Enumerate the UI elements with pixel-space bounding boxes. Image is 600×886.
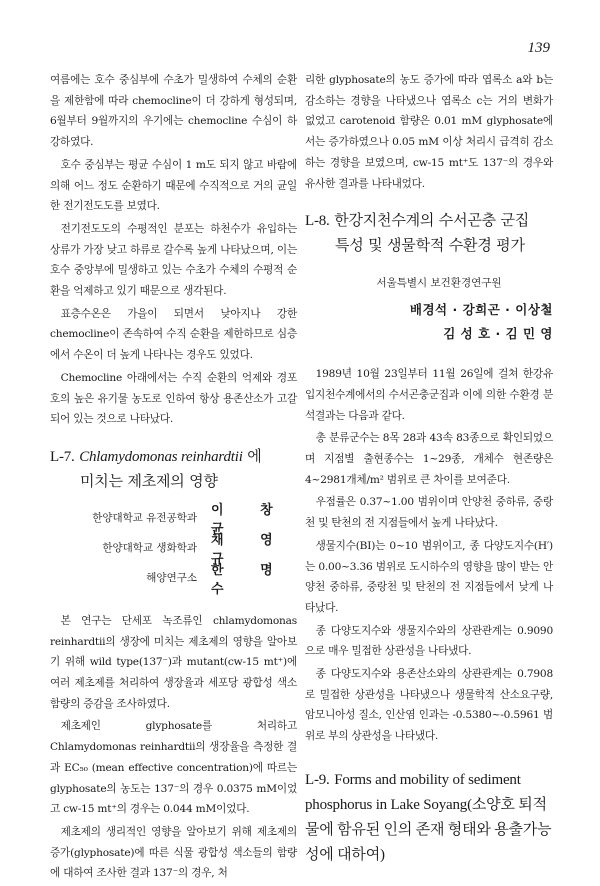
author-row [50, 562, 297, 597]
paragraph: 우점률은 0.37~1.00 범위이며 안양천 중하류, 중랑천 및 탄천의 전 지점들에서 높게 나타났다. [305, 496, 553, 530]
author-affiliation: 서울특별시 보건환경연구원 [376, 277, 502, 290]
author-names: 김 성 호 · 김 민 영 [443, 326, 553, 342]
author-affiliation: 한양대학교 유전공학과 [92, 512, 197, 525]
section-title-suffix: 에 [242, 446, 262, 465]
paragraph: 여름에는 호수 중심부에 수초가 밀생하여 수체의 순환을 제한함에 따라 chemocline이 더 강하게 형성되며, 6월부터 9월까지의 우기에는 chemocline 수심이 하강하였다. [50, 74, 297, 149]
paragraph: 표층수온은 가을이 되면서 낮아지나 강한 chemocline이 존속하여 수직 순환을 제한하므로 심층에서 수온이 더 높게 나타나는 경우도 있었다. [50, 307, 297, 362]
author-name: 한 명 수 [211, 562, 289, 597]
author-name: 채 영 규 [211, 532, 289, 567]
paragraph: 제초제의 생리적인 영향을 알아보기 위해 제초제의 증가(glyphosate)에 따른 식물 광합성 색소들의 함량에 대하여 조사한 결과 137⁻의 경우, 처 [50, 825, 297, 880]
left-column [50, 70, 297, 886]
section-title-l9 [305, 767, 553, 867]
paragraph: 종 다양도지수와 용존산소와의 상관관계는 0.7908로 밀접한 상관성을 나타냈으나 생물학적 산소요구량, 암모니아성 질소, 인산염 인과는 -0.5380~-0.5961 범위로 부의 상관성을 나타냈다. [305, 668, 553, 743]
paragraph: 호수 중심부는 평균 수심이 1 m도 되지 않고 바람에 의해 어느 정도 순환하기 때문에 수직적으로 거의 균일한 전기전도도를 보였다. [50, 158, 297, 213]
paragraph: 제초제인 glyphosate를 처리하고 Chlamydomonas reinhardtii의 생장율을 측정한 결과 EC₅₀ (mean effective concentration)에 따르는 glyphosate의 농도는 137⁻의 경우 0.0375 mM이었고 cw-15 mt⁺의 경우는 0.044 mM이었다. [50, 720, 297, 816]
section-number: L-8. [305, 213, 330, 230]
author-names: 배경석 · 강희곤 · 이상철 [409, 302, 553, 318]
paragraph: 리한 glyphosate의 농도 증가에 따라 엽록소 a와 b는 감소하는 경향을 나타냈으나 엽록소 c는 거의 변화가 없었고 carotenoid 함량은 0.01 mM glyphosate에서는 증가하였으나 0.05 mM 이상 처리시 급격히 감소하는 경향을 보였으며, cw-15 mt⁺도 137⁻의 경우와 유사한 결과를 나타내었다. [305, 74, 553, 190]
section-number: L-7. [50, 448, 75, 465]
author-affiliation: 한양대학교 생화학과 [102, 542, 197, 555]
section-title-text: 한강지천수계의 수서곤충 군집 [334, 211, 530, 230]
paragraph: 전기전도도의 수평적인 분포는 하천수가 유입하는 상류가 가장 낮고 하류로 갈수록 높게 나타났으며, 이는 호수 중앙부에 밀생하고 있는 수초가 수체의 수평적 순환을 억제하고 있기 때문으로 생각된다. [50, 222, 297, 298]
section-title-text: Forms and mobility of sediment phosphorus in Lake Soyang(소양호 퇴적물에 함유된 인의 존재 형태와 용출가능성에 대하여) [305, 771, 552, 863]
section-title-continuation: 특성 및 생물학적 수환경 평가 [335, 236, 525, 255]
author-affiliation: 해양연구소 [146, 572, 197, 585]
paragraph: 본 연구는 단세포 녹조류인 chlamydomonas reinhardtii의 생장에 미치는 제초제의 영향을 알아보기 위해 wild type(137⁻)과 mutant(cw-15 mt⁺)에 여러 제초제를 처리하여 생장율과 세포당 광합성 색소함량의 증감을 조사하였다. [50, 614, 297, 710]
page-number: 139 [527, 40, 550, 56]
paragraph: Chemocline 아래에서는 수직 순환의 억제와 경포호의 높은 유기물 농도로 인하여 항상 용존산소가 고갈되어 있는 것으로 나타났다. [50, 371, 297, 426]
section-title-species: Chlamydomonas reinhardtii [79, 448, 243, 465]
paragraph: 1989년 10월 23일부터 11월 26일에 걸쳐 한강유입지천수계에서의 수서곤충군집과 이에 의한 수환경 분석결과는 다음과 같다. [305, 368, 553, 422]
section-title-l7 [50, 444, 297, 493]
section-title-continuation: 미치는 제초제의 영향 [80, 471, 218, 490]
author-name: 이 창 균 [211, 502, 289, 537]
paragraph: 총 분류군수는 8목 28과 43속 83종으로 확인되었으며 지점별 출현종수는 1~29종, 개체수 현존량은 4~2981개체/m² 범위로 큰 차이를 보여준다. [305, 432, 553, 486]
right-column [305, 70, 553, 877]
section-number: L-9. [305, 771, 330, 788]
paragraph: 종 다양도지수와 생물지수와의 상관관계는 0.9090으로 매우 밀접한 상관성을 나타냈다. [305, 624, 553, 658]
section-title-l8 [305, 208, 553, 257]
paragraph: 생물지수(BI)는 0~10 범위이고, 종 다양도지수(H′)는 0.00~3.36 범위로 도시하수의 영향을 많이 받는 안양천 중하류, 중랑천 및 탄천의 전 지점들에서 낮게 나타났다. [305, 539, 553, 614]
